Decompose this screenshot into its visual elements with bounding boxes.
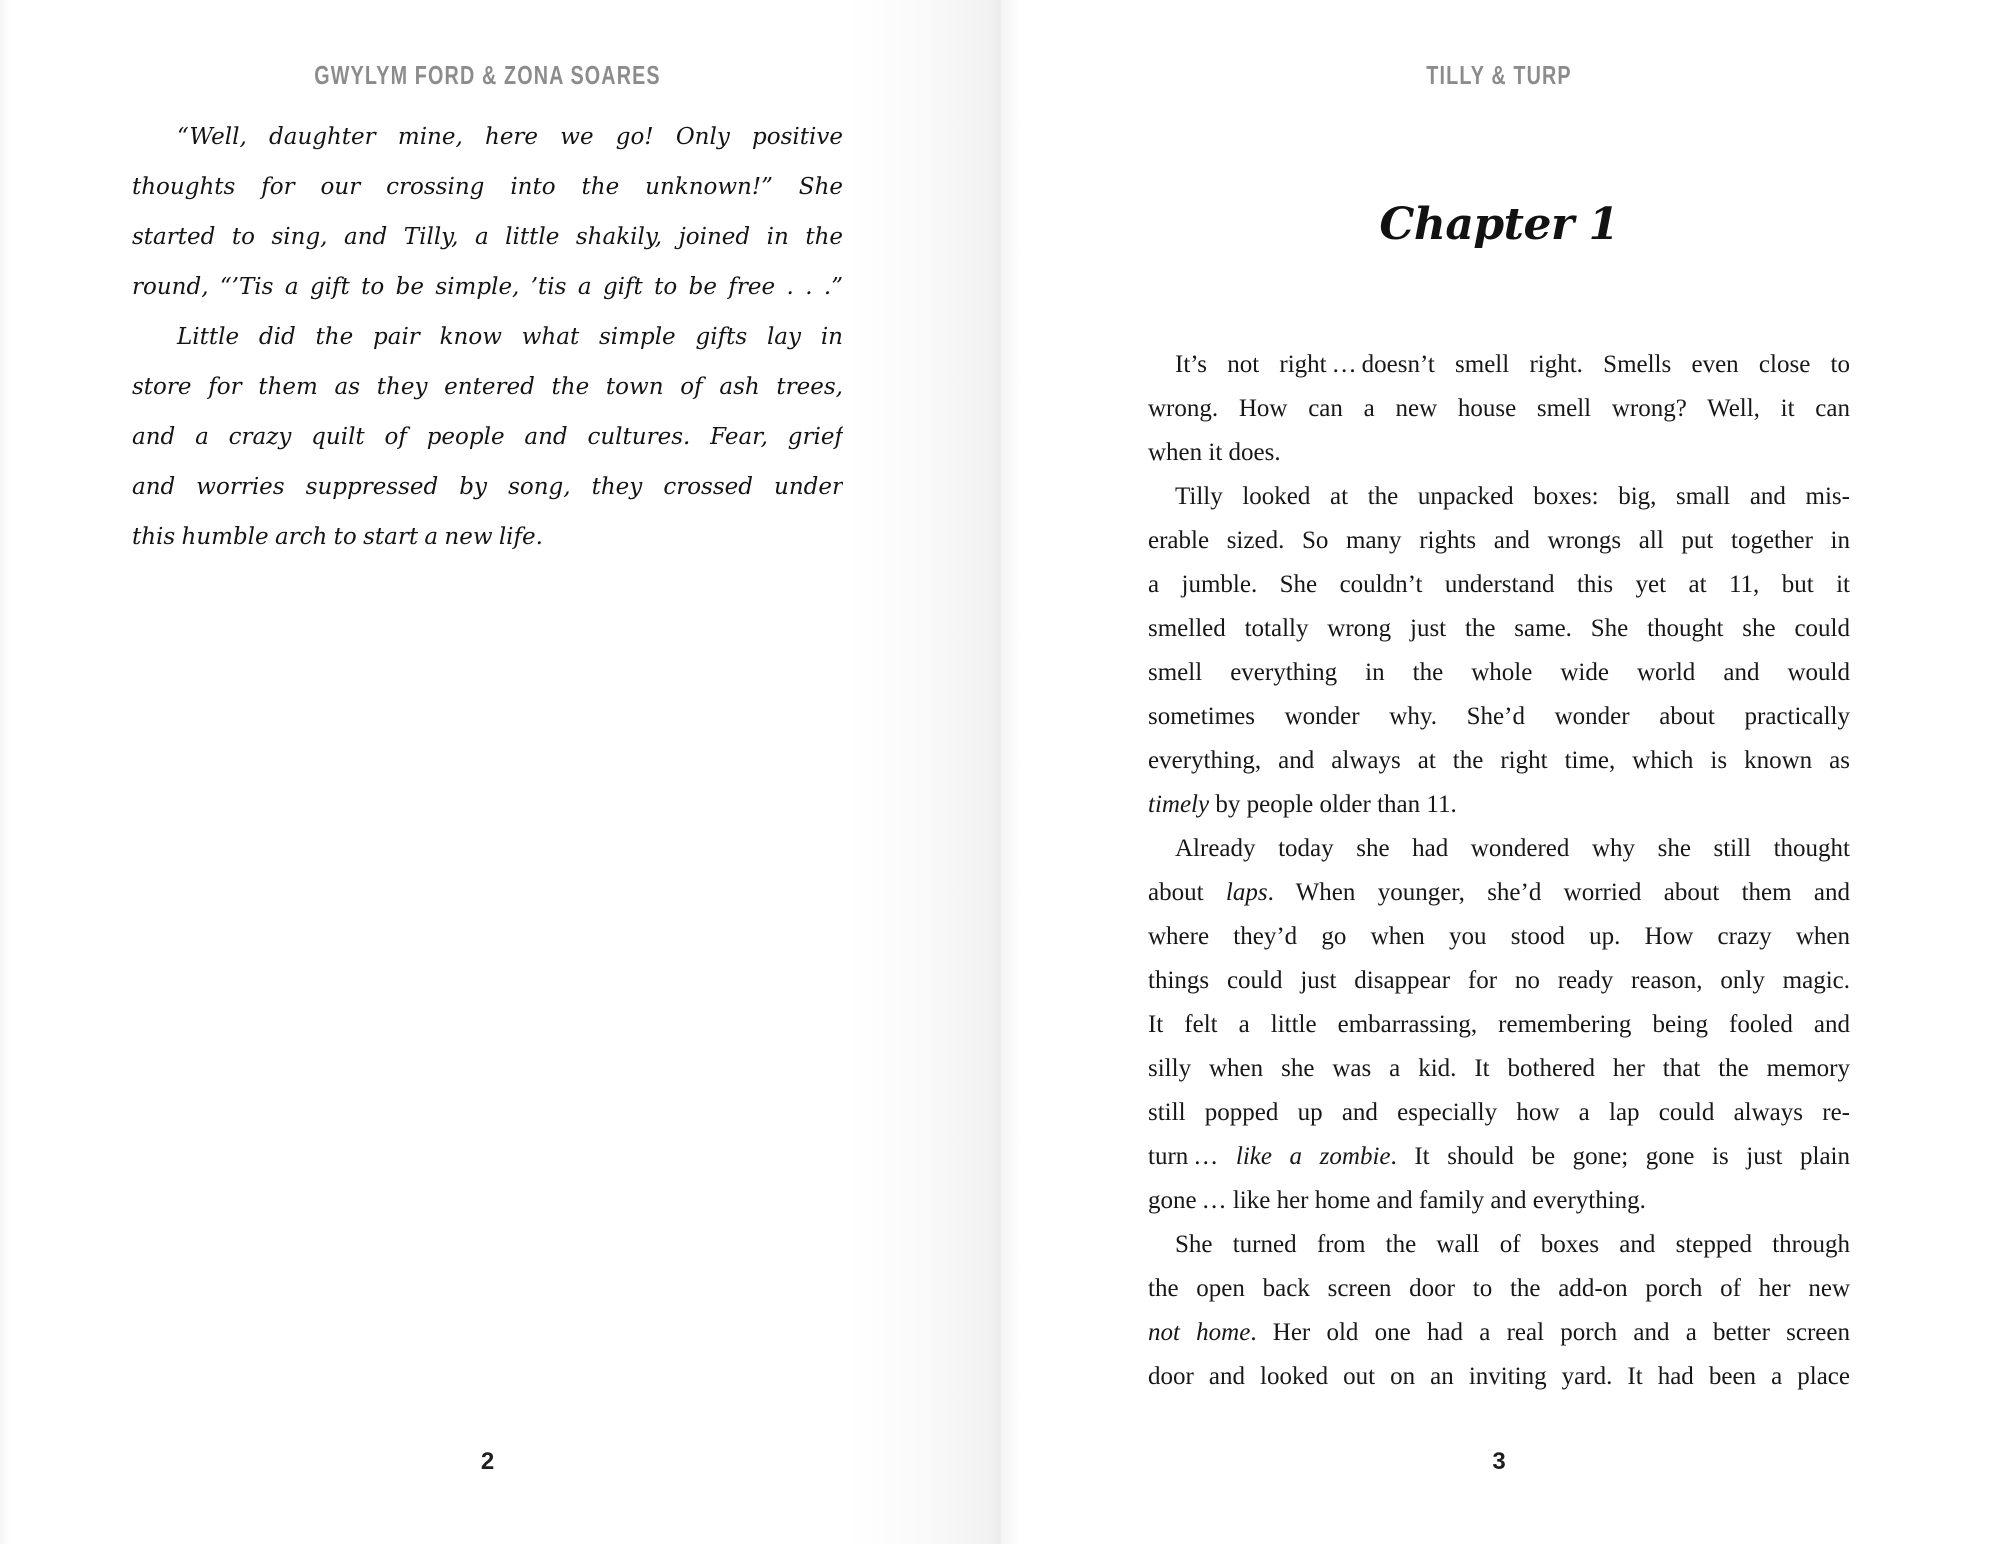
- text-line: store for them as they entered the town of ash trees,: [132, 374, 843, 400]
- text-line: things could just disappear for no ready reason, only magic.: [1148, 967, 1850, 994]
- text-line: Already today she had wondered why she still thought: [1175, 835, 1850, 862]
- text-line: gone … like her home and family and everything.: [1148, 1187, 1646, 1214]
- text-line: timely by people older than 11.: [1148, 791, 1457, 818]
- chapter-title: Chapter 1: [1379, 199, 1619, 250]
- text-line: thoughts for our crossing into the unknown!” She: [132, 174, 843, 200]
- text-line: turn … like a zombie. It should be gone; gone is just plain: [1148, 1143, 1850, 1170]
- text-line: still popped up and especially how a lap could always re-: [1148, 1099, 1850, 1126]
- text-line: where they’d go when you stood up. How crazy when: [1148, 923, 1850, 950]
- text-line: It’s not right … doesn’t smell right. Smells even close to: [1175, 351, 1850, 378]
- text-line: She turned from the wall of boxes and stepped through: [1175, 1231, 1850, 1258]
- text-line: and a crazy quilt of people and cultures. Fear, grief: [132, 424, 843, 450]
- page-edge-shadow: [0, 0, 10, 1544]
- text-line: smell everything in the whole wide world and would: [1148, 659, 1850, 686]
- text-line: everything, and always at the right time, which is known as: [1148, 747, 1850, 774]
- text-line: wrong. How can a new house smell wrong? Well, it can: [1148, 395, 1850, 422]
- text-line: started to sing, and Tilly, a little shakily, joined in the: [132, 224, 843, 250]
- text-line: sometimes wonder why. She’d wonder about practically: [1148, 703, 1850, 730]
- text-line: It felt a little embarrassing, remembering being fooled and: [1148, 1011, 1850, 1038]
- text-line: about laps. When younger, she’d worried about them and: [1148, 879, 1850, 906]
- text-line: a jumble. She couldn’t understand this yet at 11, but it: [1148, 571, 1850, 598]
- left-running-header: GWYLYM FORD & ZONA SOARES: [314, 60, 661, 90]
- text-line: this humble arch to start a new life.: [132, 524, 543, 550]
- text-line: smelled totally wrong just the same. She thought she could: [1148, 615, 1850, 642]
- text-line: Little did the pair know what simple gifts lay in: [177, 324, 843, 350]
- text-line: round, “’Tis a gift to be simple, ’tis a gift to be free . . .”: [132, 274, 843, 300]
- text-line: door and looked out on an inviting yard. It had been a place: [1148, 1363, 1850, 1390]
- text-line: silly when she was a kid. It bothered her that the memory: [1148, 1055, 1850, 1082]
- text-line: not home. Her old one had a real porch and a better screen: [1148, 1319, 1850, 1346]
- gutter-shadow: [845, 0, 1001, 1544]
- text-line: erable sized. So many rights and wrongs all put together in: [1148, 527, 1850, 554]
- right-running-header: TILLY & TURP: [1426, 60, 1572, 90]
- left-page-number: 2: [480, 1448, 495, 1475]
- gutter-shadow: [1001, 0, 1021, 1544]
- text-line: when it does.: [1148, 439, 1281, 466]
- right-page-text: [1148, 343, 1850, 1399]
- text-line: Tilly looked at the unpacked boxes: big, small and mis-: [1175, 483, 1850, 510]
- right-page-number: 3: [1492, 1448, 1506, 1475]
- left-page-text: [132, 112, 843, 562]
- text-line: the open back screen door to the add-on porch of her new: [1148, 1275, 1850, 1302]
- text-line: “Well, daughter mine, here we go! Only positive: [177, 124, 843, 150]
- text-line: and worries suppressed by song, they crossed under: [132, 474, 843, 500]
